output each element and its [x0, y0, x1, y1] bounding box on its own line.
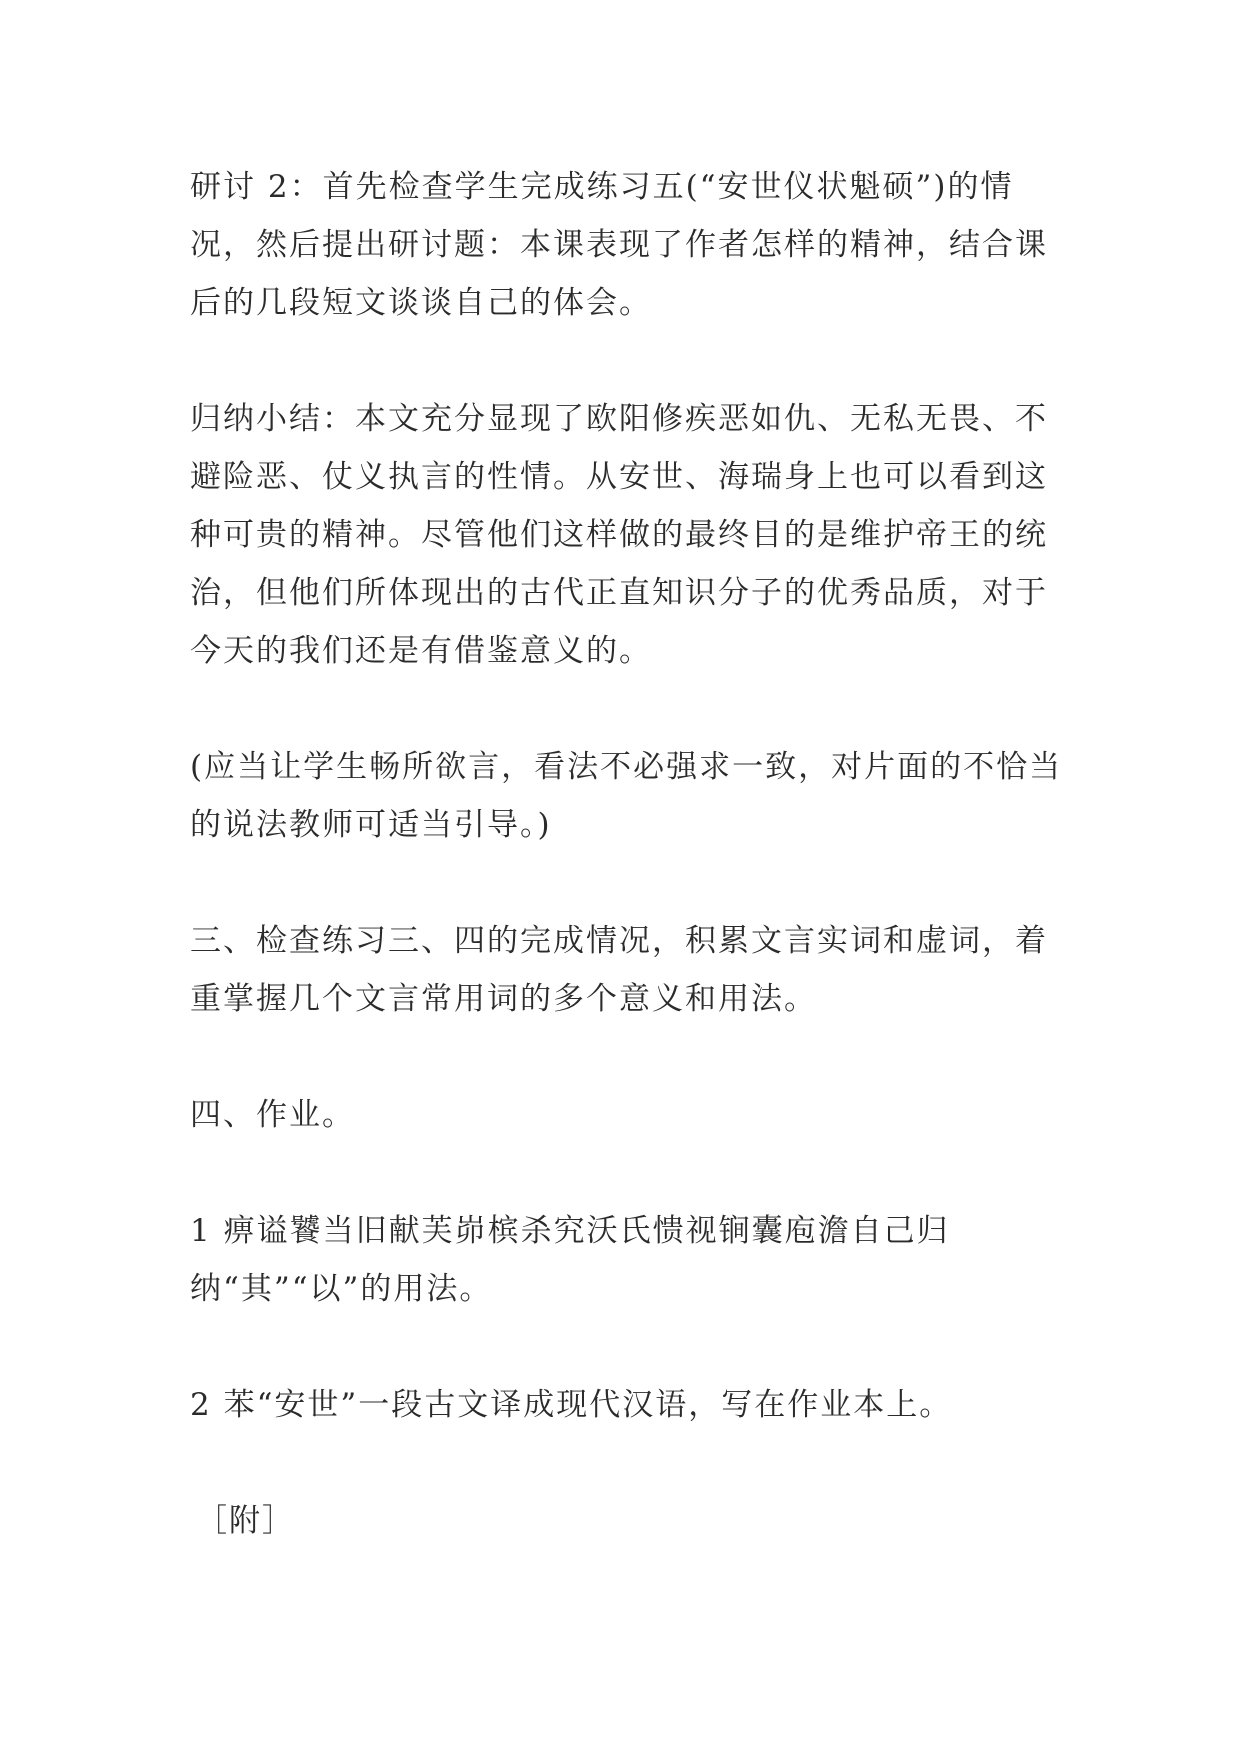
discussion-paragraph: 研讨 2：首先检查学生完成练习五(“安世仪状魁硕”)的情况，然后提出研讨题：本课表现了作者怎样的精神，结合课后的几段短文谈谈自己的体会。	[190, 169, 1048, 321]
document-body	[190, 158, 1070, 1550]
appendix-label: ［附］	[196, 1503, 295, 1539]
homework-item-2: 2 苯“安世”一段古文译成现代汉语，写在作业本上。	[190, 1387, 953, 1423]
summary-paragraph: 归纳小结：本文充分显现了欧阳修疾恶如仇、无私无畏、不避险恶、仗义执言的性情。从安世、海瑞身上也可以看到这种可贵的精神。尽管他们这样做的最终目的是维护帝王的统治，但他们所体现出的古代正直知识分子的优秀品质，对于今天的我们还是有借鉴意义的。	[190, 401, 1048, 669]
homework-heading: 四、作业。	[190, 1097, 355, 1133]
exercise-check-paragraph: 三、检查练习三、四的完成情况，积累文言实词和虚词，着重掌握几个文言常用词的多个意义和用法。	[190, 923, 1048, 1017]
teacher-note-paragraph: (应当让学生畅所欲言，看法不必强求一致，对片面的不恰当的说法教师可适当引导。)	[190, 749, 1063, 843]
homework-item-1: 1 痹谥饕当旧献芙峁槟杀究沃氏愦视锏囊庖澹自己归纳“其”“以”的用法。	[190, 1213, 950, 1307]
